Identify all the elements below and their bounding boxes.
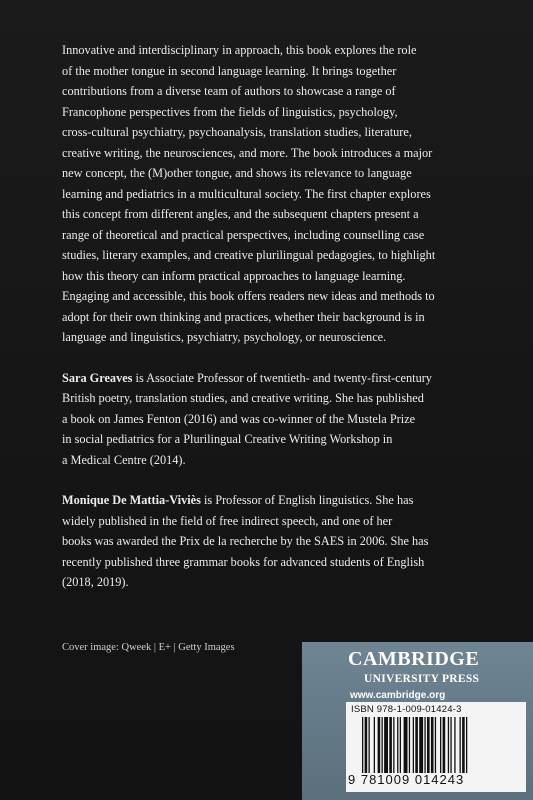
publisher-url: www.cambridge.org [350,690,446,701]
publisher-panel [302,642,533,800]
bio-line: recently published three grammar books for advanced students of English [62,554,425,569]
description-line: studies, literary examples, and creative plurilingual pedagogies, to highlight [62,248,436,262]
description-line: contributions from a diverse team of authors to showcase a range of [62,84,396,98]
description-line: how this theory can inform practical approaches to language learning. [62,268,406,283]
description-line: Francophone perspectives from the fields of linguistics, psychology, [62,104,398,119]
description-line: cross-cultural psychiatry, psychoanalysis, translation studies, literature, [62,125,412,139]
description-line: learning and pediatrics in a multicultural society. The first chapter explores [62,186,431,201]
bio-line: a Medical Centre (2014). [62,452,186,467]
author-bio-greaves [62,368,482,471]
isbn-label: ISBN 978-1-009-01424-3 [351,704,462,715]
publisher-name: CAMBRIDGE [348,648,480,670]
back-cover-text [62,40,482,613]
bio-line: books was awarded the Prix de la recherche by the SAES in 2006. She has [62,534,429,548]
author-name: Monique De Mattia-Viviès [62,493,201,507]
bio-line: widely published in the field of free indirect speech, and one of her [62,513,393,528]
book-description [62,40,482,348]
description-line: Engaging and accessible, this book offers readers new ideas and methods to [62,289,435,303]
barcode-box [346,702,526,792]
bio-line: is Professor of English linguistics. She has [200,493,414,507]
author-bio-de-mattia-vivies [62,490,482,593]
bio-line: in social pediatrics for a Plurilingual Creative Writing Workshop in [62,432,393,446]
barcode-digits: 9 781009 014243 [348,772,465,787]
bio-line: (2018, 2019). [62,575,129,589]
bio-line: British poetry, translation studies, and creative writing. She has published [62,391,424,405]
bio-line: is Associate Professor of twentieth- and twenty-first-century [132,370,432,385]
publisher-subtitle: UNIVERSITY PRESS [364,673,480,685]
description-line: of the mother tongue in second language learning. It brings together [62,63,397,78]
description-line: language and linguistics, psychiatry, psychology, or neuroscience. [62,330,387,344]
description-line: this concept from different angles, and the subsequent chapters present a [62,207,419,221]
description-line: Innovative and interdisciplinary in approach, this book explores the role [62,43,417,57]
description-line: range of theoretical and practical perspectives, including counselling case [62,227,425,242]
author-name: Sara Greaves [62,370,133,385]
barcode-icon [362,717,518,773]
cover-image-credit: Cover image: Qweek | E+ | Getty Images [62,642,235,653]
bio-line: a book on James Fenton (2016) and was co-winner of the Mustela Prize [62,411,416,426]
description-line: creative writing, the neurosciences, and more. The book introduces a major [62,145,433,160]
description-line: adopt for their own thinking and practices, whether their background is in [62,309,425,324]
description-line: new concept, the (M)other tongue, and shows its relevance to language [62,166,412,180]
